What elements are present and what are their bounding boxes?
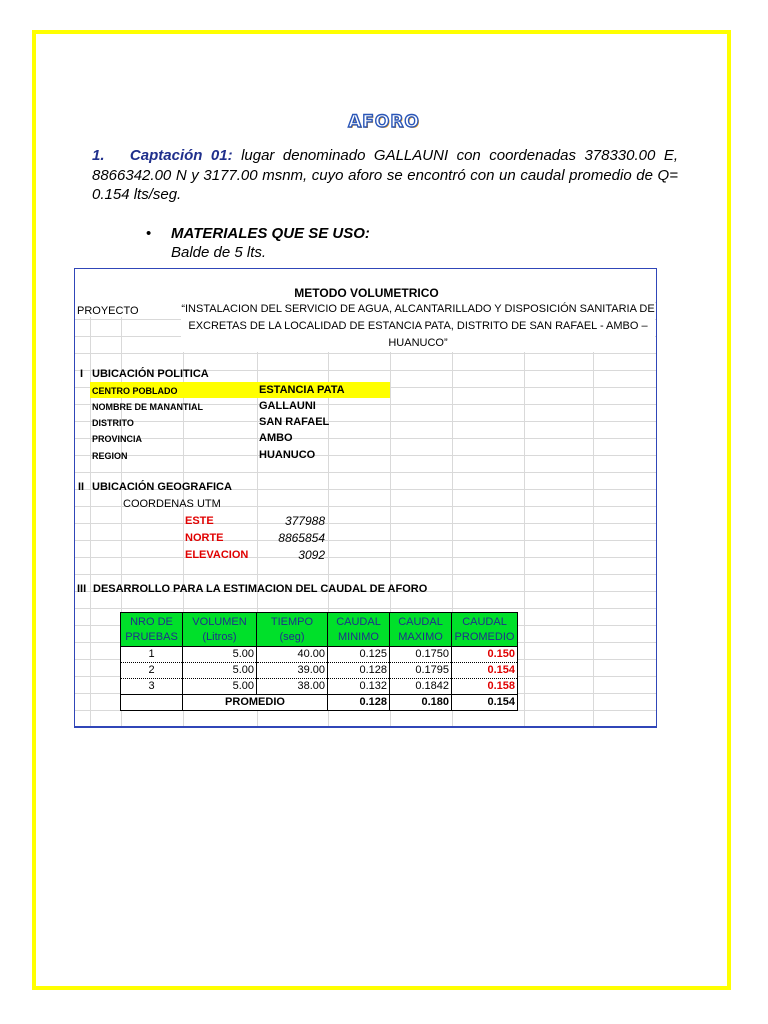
header-pruebas: NRO DE PRUEBAS [121,613,183,647]
political-value-4: AMBO [259,432,293,444]
geo-value-elevacion: 3092 [298,548,325,562]
cell-pruebas: 2 [121,663,183,679]
section2-roman: II [78,481,85,493]
header-caudal-maximo: CAUDAL MAXIMO [390,613,452,647]
total-label: PROMEDIO [183,695,328,711]
cell-maximo: 0.1750 [390,647,452,663]
geo-label-elevacion: ELEVACION [185,549,249,561]
table-header-row [121,613,518,647]
page-title: AFORO [348,112,420,132]
cell-volumen: 5.00 [183,647,257,663]
bullet-icon: • [146,225,152,242]
cell-pruebas: 3 [121,679,183,695]
geo-label-norte: NORTE [185,532,224,544]
aforo-table [120,612,518,711]
section1-roman: I [80,368,84,380]
project-label: PROYECTO [77,305,139,317]
cell-minimo: 0.128 [328,663,390,679]
cell-promedio: 0.154 [452,663,518,679]
section2-title: UBICACIÓN GEOGRAFICA [92,481,232,493]
political-value-2: GALLAUNI [259,400,316,412]
total-avg: 0.154 [452,695,518,711]
political-label-5: REGION [92,451,128,461]
cell-maximo: 0.1795 [390,663,452,679]
cell-volumen: 5.00 [183,679,257,695]
intro-text: lugar denominado GALLAUNI con coordenadas 378330.00 E, 8866342.00 N y 3177.00 msnm, cuyo aforo se encontró con un caudal promedio de Q= 0.154 lts/seg. [92,147,678,203]
geo-value-este: 377988 [284,514,325,528]
section1-title: UBICACIÓN POLITICA [92,368,209,380]
header-tiempo: TIEMPO (seg) [257,613,328,647]
political-value-5: HUANUCO [259,449,316,461]
section3-roman: III [77,583,87,595]
cell-promedio: 0.150 [452,647,518,663]
total-max: 0.180 [390,695,452,711]
cell-pruebas: 1 [121,647,183,663]
table-total-row [121,695,518,711]
political-label-3: DISTRITO [92,418,134,428]
geo-label-este: ESTE [185,515,214,527]
cell-tiempo: 39.00 [257,663,328,679]
cell-maximo: 0.1842 [390,679,452,695]
cell-promedio: 0.158 [452,679,518,695]
header-caudal-promedio: CAUDAL PROMEDIO [452,613,518,647]
materials-text [171,224,370,262]
spreadsheet [74,268,657,728]
cell-minimo: 0.132 [328,679,390,695]
cell-tiempo: 38.00 [257,679,328,695]
materials-heading: MATERIALES QUE SE USO: [171,225,370,242]
intro-lead: Captación 01: [129,147,233,164]
header-caudal-minimo: CAUDAL MINIMO [328,613,390,647]
cell-tiempo: 40.00 [257,647,328,663]
table-row [121,663,518,679]
geo-value-norte: 8865854 [278,531,325,545]
total-min: 0.128 [328,695,390,711]
political-label-1: CENTRO POBLADO [92,386,178,396]
political-label-2: NOMBRE DE MANANTIAL [92,402,203,412]
section3-title: DESARROLLO PARA LA ESTIMACION DEL CAUDAL DE AFORO [93,583,428,595]
political-label-4: PROVINCIA [92,434,143,444]
materials-item: Balde de 5 lts. [171,244,267,261]
cell-minimo: 0.125 [328,647,390,663]
project-text: “INSTALACION DEL SERVICIO DE AGUA, ALCANTARILLADO Y DISPOSICIÓN SANITARIA DE EXCRETAS DE LA LOCALIDAD DE ESTANCIA PATA, DISTRITO DE SAN RAFAEL - AMBO – HUANUCO” [181,301,655,352]
header-volumen: VOLUMEN (Litros) [183,613,257,647]
table-row [121,647,518,663]
cell-volumen: 5.00 [183,663,257,679]
sheet-title: METODO VOLUMETRICO [294,286,439,300]
intro-number: 1. [92,147,105,164]
political-value-3: SAN RAFAEL [259,416,330,428]
table-row [121,679,518,695]
intro-paragraph [92,146,678,205]
utm-label: COORDENAS UTM [123,498,221,510]
political-value-1: ESTANCIA PATA [259,384,345,396]
